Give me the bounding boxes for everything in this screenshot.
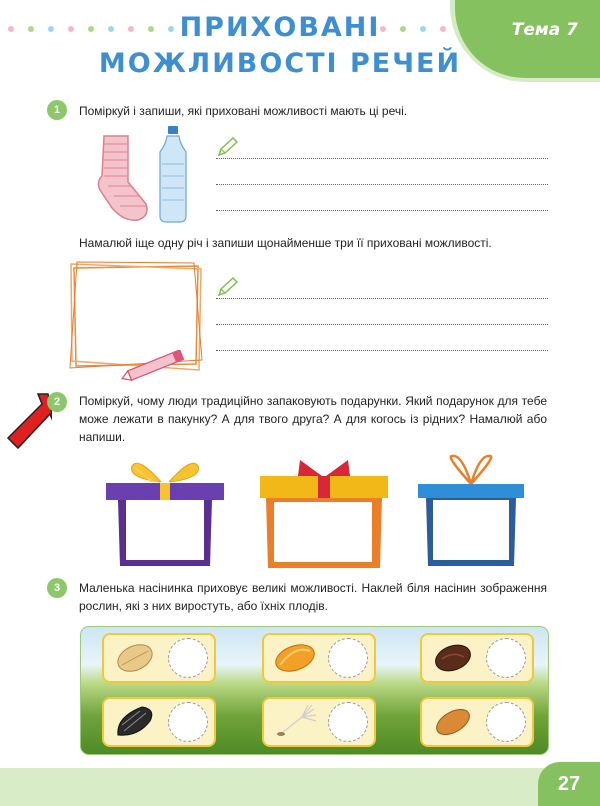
wheat-grain-icon — [112, 641, 158, 675]
footer-band — [0, 768, 600, 806]
page-number: 27 — [538, 762, 600, 806]
task3-text: Маленька насінинка приховує великі можливості. Наклей біля насінин зображення рослин, які з них виростуть, або їхніх плодів. — [79, 581, 547, 613]
topic-label: Тема 7 — [511, 20, 578, 40]
date-seed-icon — [430, 641, 476, 675]
answer-line[interactable] — [216, 350, 548, 351]
sticker-circle[interactable] — [486, 638, 526, 678]
seed-slot[interactable] — [102, 697, 216, 747]
sticker-circle[interactable] — [328, 702, 368, 742]
answer-line[interactable] — [216, 184, 548, 185]
answer-line[interactable] — [216, 210, 548, 211]
answer-line[interactable] — [216, 324, 548, 325]
red-arrow-icon — [4, 388, 52, 462]
pencil-icon — [216, 136, 240, 158]
gift-box-blue[interactable] — [416, 452, 526, 568]
seeds-grass-panel — [80, 626, 549, 755]
task3-number: 3 — [47, 578, 67, 598]
task1-text: Поміркуй і запиши, які приховані можливості мають ці речі. — [79, 104, 408, 118]
answer-line[interactable] — [216, 158, 548, 159]
seed-slot[interactable] — [262, 697, 376, 747]
sticker-circle[interactable] — [168, 702, 208, 742]
pencil-icon — [216, 276, 240, 298]
page-title-line1: ПРИХОВАНІ — [179, 12, 381, 43]
dandelion-seed-icon — [270, 703, 320, 741]
sticker-circle[interactable] — [328, 638, 368, 678]
sticker-circle[interactable] — [486, 702, 526, 742]
gift-box-yellow[interactable] — [258, 454, 390, 570]
apricot-kernel-icon — [270, 639, 320, 677]
task2-number: 2 — [47, 392, 67, 412]
seed-slot[interactable] — [102, 633, 216, 683]
seed-slot[interactable] — [420, 633, 534, 683]
seed-slot[interactable] — [262, 633, 376, 683]
crayon-icon — [118, 350, 194, 382]
sunflower-seed-icon — [112, 703, 158, 741]
task1-subtext: Намалюй іще одну річ і запиши щонайменше три її приховані можливості. — [79, 236, 492, 250]
seed-slot[interactable] — [420, 697, 534, 747]
plastic-bottle-icon — [156, 126, 190, 224]
task2-text: Поміркуй, чому люди традиційно запаковують подарунки. Який подарунок для тебе може лежати в пакунку? А для твого друга? А для когось із рідних? Намалюй або напиши. — [79, 394, 547, 444]
task1-number: 1 — [47, 100, 67, 120]
sock-icon — [94, 132, 150, 224]
almond-seed-icon — [430, 705, 476, 739]
sticker-circle[interactable] — [168, 638, 208, 678]
answer-line[interactable] — [216, 298, 548, 299]
gift-box-purple[interactable] — [104, 454, 226, 568]
page-title-line2: МОЖЛИВОСТІ РЕЧЕЙ — [98, 48, 462, 79]
